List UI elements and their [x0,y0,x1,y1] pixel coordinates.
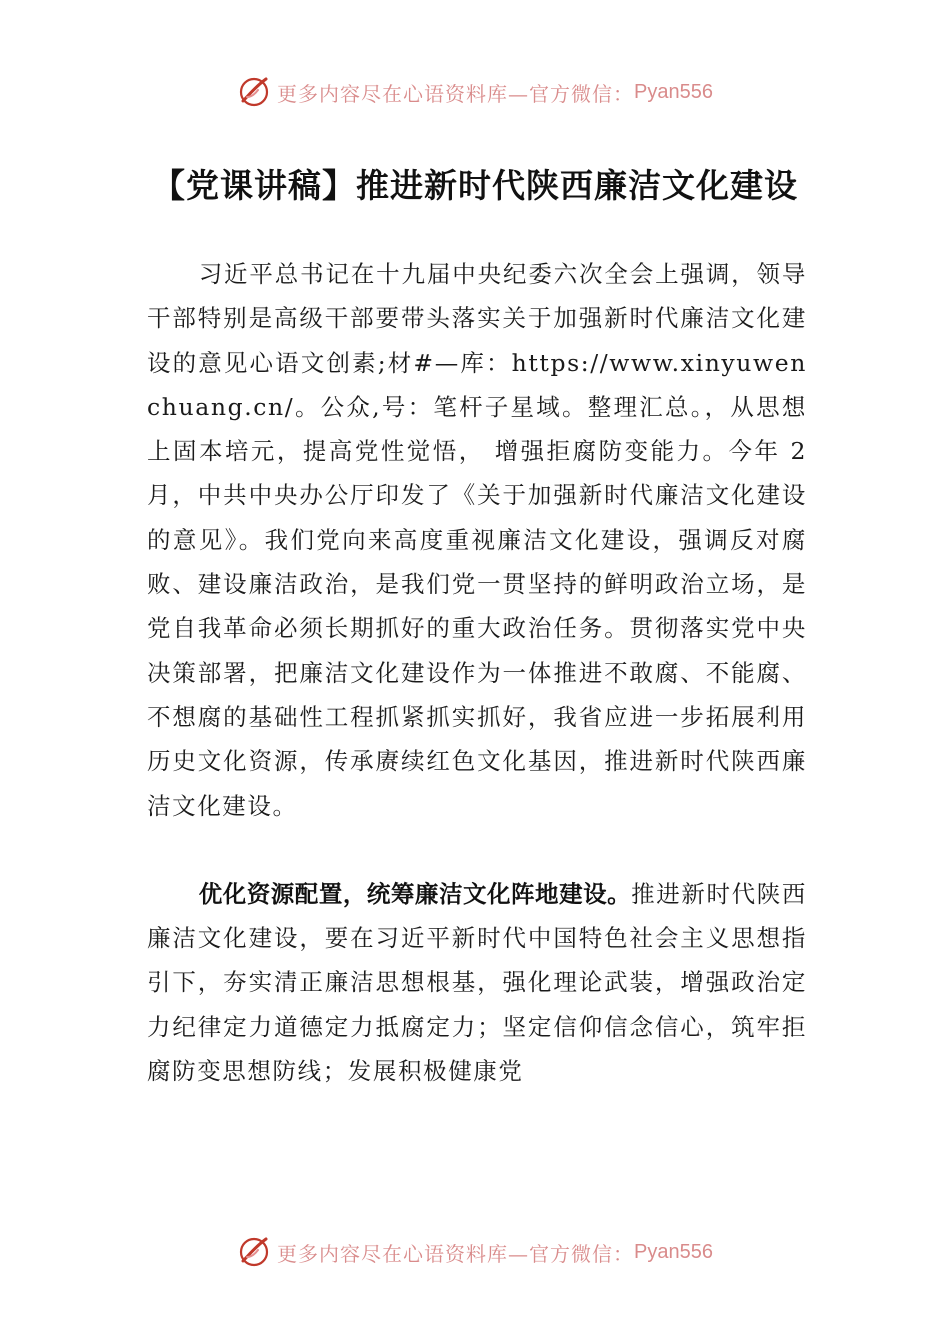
header-wechat-id: Pyan556 [634,80,713,103]
paragraph-resources-text: 推进新时代陕西廉洁文化建设，要在习近平新时代中国特色社会主义思想指引下，夯实清正廉洁思想根基，强化理论武装，增强政治定力纪律定力道德定力抵腐定力；坚定信仰信念信心，筑牢拒腐防变思想防线；发展积极健康党 [147,879,808,1086]
footer-banner [0,1232,950,1272]
paragraph-intro-text: 习近平总书记在十九届中央纪委六次全会上强调，领导干部特别是高级干部要带头落实关于加强新时代廉洁文化建设的意见心语文创素;材#—库：https://www.xinyuwenchuang.cn/。公众,号：笔杆子星域。整理汇总。，从思想上固本培元，提高党性觉悟， 增强拒腐防变能力。今年 2 月，中共中央办公厅印发了《关于加强新时代廉洁文化建设的意见》。我们党向来高度重视廉洁文化建设，强调反对腐败、建设廉洁政治，是我们党一贯坚持的鲜明政治立场，是党自我革命必须长期抓好的重大政治任务。贯彻落实党中央决策部署，把廉洁文化建设作为一体推进不敢腐、不能腐、不想腐的基础性工程抓紧抓实抓好，我省应进一步拓展利用历史文化资源，传承赓续红色文化基因，推进新时代陕西廉洁文化建设。 [147,260,807,820]
paragraph-resources-lead: 优化资源配置，统筹廉洁文化阵地建设。 [198,879,632,908]
paragraph-intro [147,252,807,828]
brush-logo-icon [237,1235,271,1269]
article-body [147,252,807,1093]
brush-logo-icon [237,75,271,109]
header-banner-text: 更多内容尽在心语资料库—官方微信： [277,81,635,106]
page-title: 【党课讲稿】推进新时代陕西廉洁文化建设 [152,166,798,205]
footer-wechat-id: Pyan556 [634,1240,713,1263]
footer-banner-text: 更多内容尽在心语资料库—官方微信： [277,1241,635,1266]
header-banner [0,72,950,112]
paragraph-resources [147,872,807,1093]
